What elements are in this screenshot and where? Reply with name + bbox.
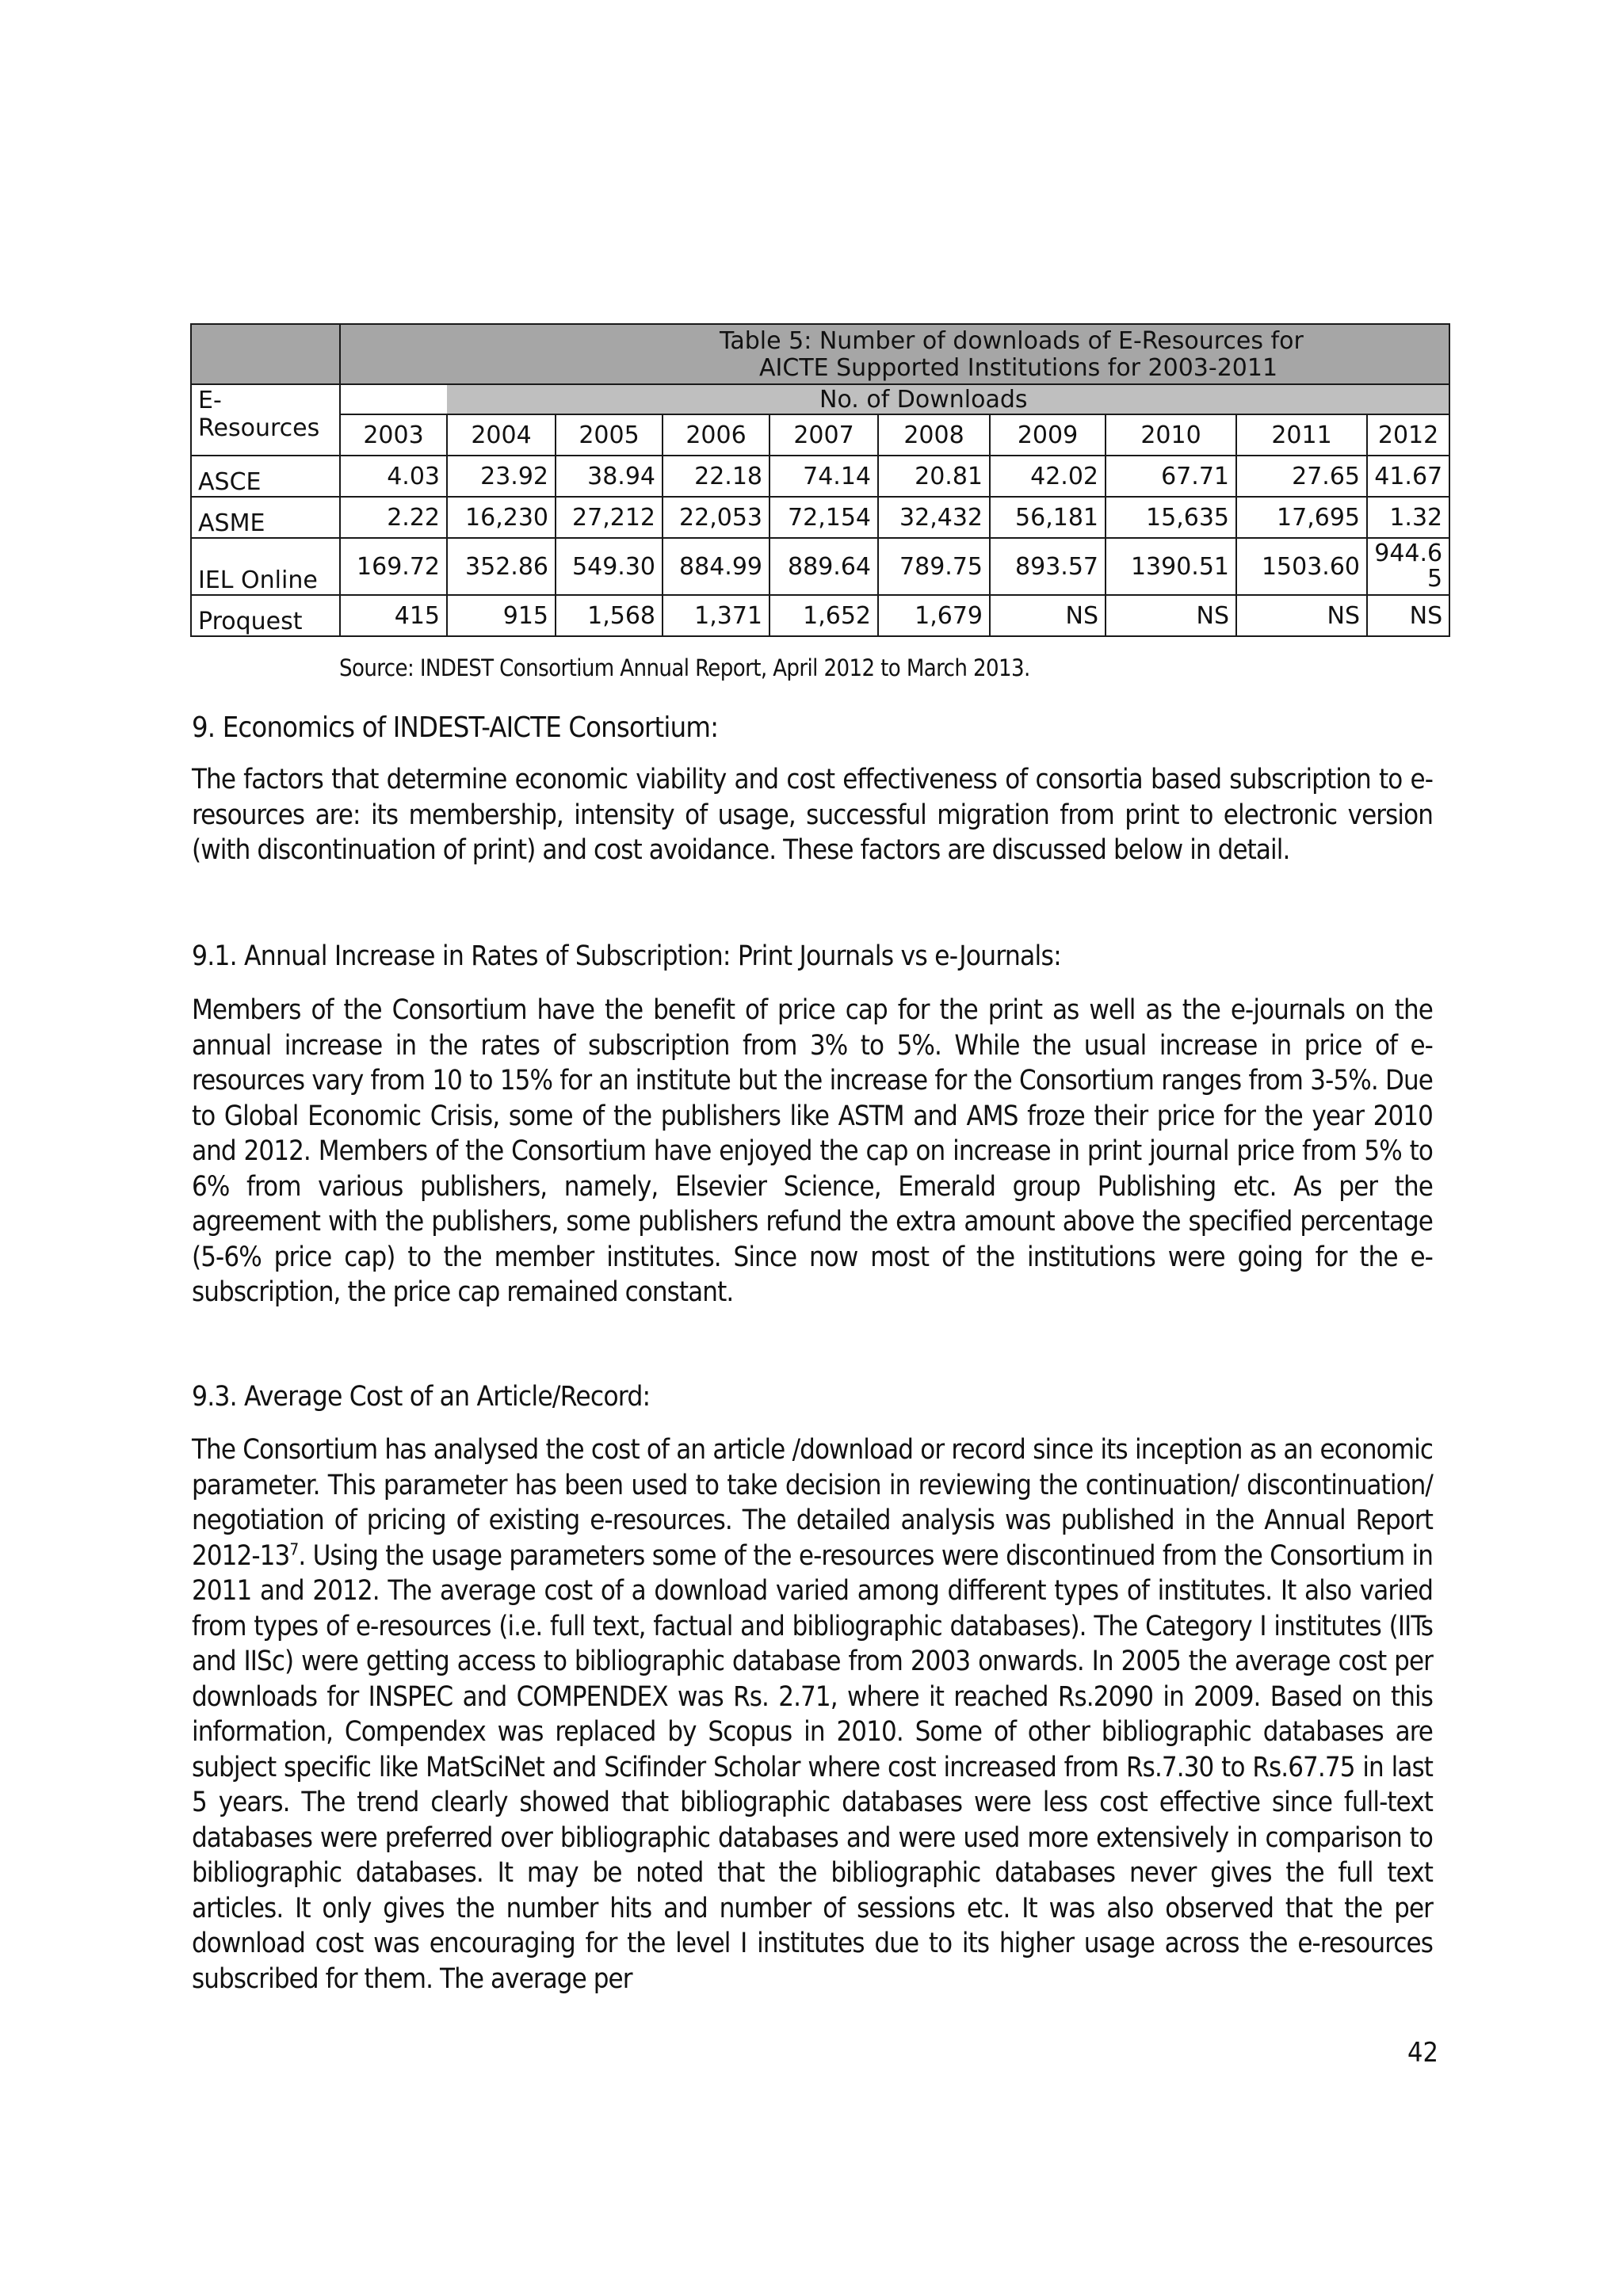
table-cell: 67.71	[1106, 456, 1236, 497]
footnote-reference[interactable]: 7	[289, 1539, 299, 1558]
section-heading-9: 9. Economics of INDEST-AICTE Consortium:	[192, 711, 719, 744]
year-header: 2004	[447, 414, 556, 456]
table-cell: 2.22	[340, 497, 447, 538]
table-cell: 22,053	[663, 497, 769, 538]
table-cell: 42.02	[990, 456, 1106, 497]
resource-name: IEL Online	[191, 538, 340, 595]
table-cell: 72,154	[769, 497, 878, 538]
table-cell: 915	[447, 595, 556, 636]
paragraph-text: The Consortium has analysed the cost of an article /download or record since its inception as an economic parameter. This parameter has been used to take decision in reviewing the continuation/ discontinuation/ negotiation of pricing of existing e-resources. The detailed analysis was published in the Annual Report 2012-13	[192, 1434, 1433, 1572]
section-heading-9-1: 9.1. Annual Increase in Rates of Subscription: Print Journals vs e-Journals:	[192, 940, 1061, 972]
table-cell: 944.6 5	[1367, 538, 1449, 595]
table-cell: NS	[1236, 595, 1367, 636]
table-title	[340, 324, 1449, 384]
paragraph-text: . Using the usage parameters some of the e-resources were discontinued from the Consortium in 2011 and 2012. The average cost of a download varied among different types of institutes. It also varied from types of e-resources (i.e. full text, factual and bibliographic databases). The Category I institutes (IITs and IISc) were getting access to bibliographic database from 2003 onwards. In 2005 the average cost per downloads for INSPEC and COMPENDEX was Rs. 2.71, where it reached Rs.2090 in 2009. Based on this information, Compendex was replaced by Scopus in 2010. Some of other bibliographic databases are subject specific like MatSciNet and Scifinder Scholar where cost increased from Rs.7.30 to Rs.67.75 in last 5 years. The trend clearly showed that bibliographic databases were less cost effective since full-text databases were preferred over bibliographic databases and were used more extensively in comparison to bibliographic databases. It may be noted that the bibliographic databases never gives the full text articles. It only gives the number hits and number of sessions etc. It was also observed that the per download cost was encouraging for the level I institutes due to its higher usage across the e-resources subscribed for them. The average per	[192, 1539, 1433, 1995]
table-cell: 27.65	[1236, 456, 1367, 497]
year-header: 2008	[878, 414, 990, 456]
year-header: 2009	[990, 414, 1106, 456]
year-header: 2010	[1106, 414, 1236, 456]
subheader-no-of-downloads: No. of Downloads	[447, 384, 1449, 414]
table-title-line2: AICTE Supported Institutions for 2003-2011	[759, 354, 1278, 382]
year-header: 2005	[556, 414, 663, 456]
row-header-e-resources: E-Resources	[191, 384, 340, 456]
resource-name: ASCE	[191, 456, 340, 497]
table-corner-cell	[191, 324, 340, 384]
year-header: 2011	[1236, 414, 1367, 456]
table-cell: 32,432	[878, 497, 990, 538]
table-cell: 38.94	[556, 456, 663, 497]
table-subheader-row	[191, 384, 1449, 414]
table-cell: 20.81	[878, 456, 990, 497]
table-cell: 549.30	[556, 538, 663, 595]
table-cell: 4.03	[340, 456, 447, 497]
table-title-line1: Table 5: Number of downloads of E-Resources for	[720, 327, 1304, 355]
year-header: 2003	[340, 414, 447, 456]
year-header: 2007	[769, 414, 878, 456]
table-row	[191, 538, 1449, 595]
table-cell: NS	[1367, 595, 1449, 636]
table-cell: 23.92	[447, 456, 556, 497]
subheader-gap	[340, 384, 447, 414]
table-cell: 1,568	[556, 595, 663, 636]
section-heading-9-3: 9.3. Average Cost of an Article/Record:	[192, 1381, 651, 1413]
table-cell: 884.99	[663, 538, 769, 595]
table-cell: 1390.51	[1106, 538, 1236, 595]
table-cell: 22.18	[663, 456, 769, 497]
table-title-row	[191, 324, 1449, 384]
year-header: 2012	[1367, 414, 1449, 456]
table-cell: 1.32	[1367, 497, 1449, 538]
table-cell: 889.64	[769, 538, 878, 595]
table-cell: 169.72	[340, 538, 447, 595]
table-cell: 56,181	[990, 497, 1106, 538]
table-cell: 352.86	[447, 538, 556, 595]
table-cell: 41.67	[1367, 456, 1449, 497]
table-cell: 893.57	[990, 538, 1106, 595]
table-cell: 1,652	[769, 595, 878, 636]
section-9-3-paragraph	[192, 1432, 1433, 1997]
table-year-row	[191, 414, 1449, 456]
downloads-table	[190, 323, 1450, 637]
table-cell: 415	[340, 595, 447, 636]
table-cell: 1,679	[878, 595, 990, 636]
section-9-paragraph: The factors that determine economic viability and cost effectiveness of consortia based subscription to e-resources are: its membership, intensity of usage, successful migration from print to electronic version (with discontinuation of print) and cost avoidance. These factors are discussed below in detail.	[192, 764, 1433, 866]
table-cell: 1,371	[663, 595, 769, 636]
resource-name: ASME	[191, 497, 340, 538]
table-cell: 1503.60	[1236, 538, 1367, 595]
section-9-1-paragraph: Members of the Consortium have the benefit of price cap for the print as well as the e-journals on the annual increase in the rates of subscription from 3% to 5%. While the usual increase in price of e-resources vary from 10 to 15% for an institute but the increase for the Consortium ranges from 3-5%. Due to Global Economic Crisis, some of the publishers like ASTM and AMS froze their price for the year 2010 and 2012. Members of the Consortium have enjoyed the cap on increase in print journal price from 5% to 6% from various publishers, namely, Elsevier Science, Emerald group Publishing etc. As per the agreement with the publishers, some publishers refund the extra amount above the specified percentage (5-6% price cap) to the member institutes. Since now most of the institutions were going for the e-subscription, the price cap remained constant.	[192, 994, 1433, 1308]
table-cell: 789.75	[878, 538, 990, 595]
resource-name: Proquest	[191, 595, 340, 636]
page-number: 42	[1407, 2037, 1438, 2069]
table-cell: 16,230	[447, 497, 556, 538]
table-row	[191, 456, 1449, 497]
table-cell: 27,212	[556, 497, 663, 538]
table-row	[191, 497, 1449, 538]
table-source-note: Source: INDEST Consortium Annual Report, April 2012 to March 2013.	[339, 654, 1030, 681]
table-cell: NS	[990, 595, 1106, 636]
table-cell: 74.14	[769, 456, 878, 497]
table-row	[191, 595, 1449, 636]
table-cell: NS	[1106, 595, 1236, 636]
table-cell: 17,695	[1236, 497, 1367, 538]
table-cell: 15,635	[1106, 497, 1236, 538]
year-header: 2006	[663, 414, 769, 456]
